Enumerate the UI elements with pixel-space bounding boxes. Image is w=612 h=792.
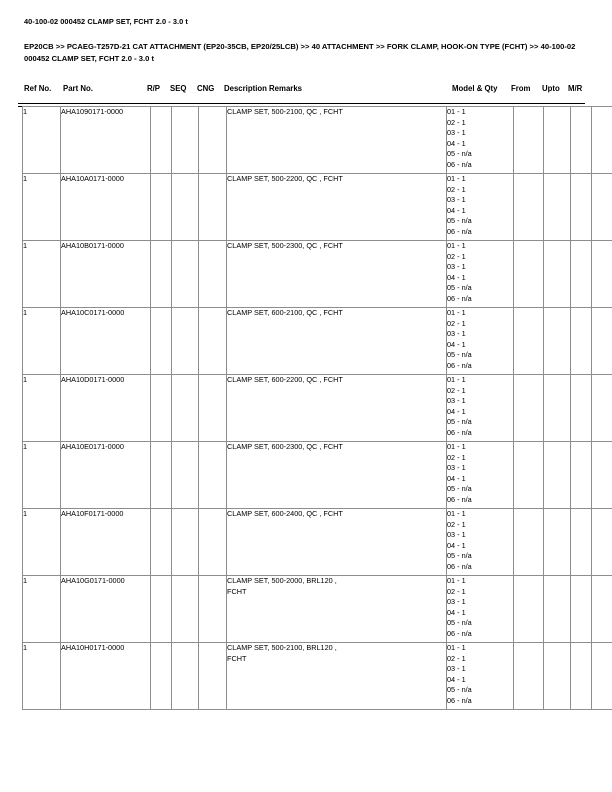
cell-upto bbox=[544, 308, 571, 375]
model-qty-line: 01 - 1 bbox=[447, 375, 466, 384]
cell-cng bbox=[199, 442, 227, 509]
cell-description bbox=[227, 442, 447, 509]
cell-mr bbox=[571, 509, 592, 576]
cell-from bbox=[514, 174, 544, 241]
cell-seq bbox=[172, 174, 199, 241]
model-qty-line: 04 - 1 bbox=[447, 406, 466, 416]
description-line: CLAMP SET, 500-2000, BRL120 , bbox=[227, 576, 337, 585]
model-qty-line: 03 - 1 bbox=[447, 463, 466, 473]
cell-part-no: AHA10D0171-0000 bbox=[61, 375, 151, 442]
model-qty-line: 01 - 1 bbox=[447, 241, 466, 250]
table-row[interactable] bbox=[23, 241, 612, 308]
breadcrumb: EP20CB >> PCAEG-T257D-21 CAT ATTACHMENT (EP20-35CB, EP20/25LCB) >> 40 ATTACHMENT >> FORK CLAMP, HOOK-ON TYPE (FCHT) >> 40-100-02 000452 CLAMP SET, FCHT 2.0 - 3.0 t bbox=[24, 42, 576, 63]
parts-table-body bbox=[23, 107, 612, 710]
cell-mr bbox=[571, 308, 592, 375]
cell-from bbox=[514, 643, 544, 710]
model-qty-line: 06 - n/a bbox=[447, 628, 472, 638]
cell-seq bbox=[172, 509, 199, 576]
cell-ref-no: 1 bbox=[23, 509, 61, 576]
model-qty-line: 05 - n/a bbox=[447, 417, 472, 427]
cell-upto bbox=[544, 375, 571, 442]
cell-cng bbox=[199, 509, 227, 576]
cell-mr bbox=[571, 174, 592, 241]
model-qty-line: 05 - n/a bbox=[447, 216, 472, 226]
model-qty-line: 02 - 1 bbox=[447, 318, 466, 328]
model-qty-line: 03 - 1 bbox=[447, 329, 466, 339]
description-line: CLAMP SET, 600-2100, QC , FCHT bbox=[227, 308, 343, 317]
cell-ref-no: 1 bbox=[23, 241, 61, 308]
model-qty-line: 06 - n/a bbox=[447, 360, 472, 370]
cell-ref-no: 1 bbox=[23, 174, 61, 241]
parts-table bbox=[22, 106, 612, 710]
cell-model-qty bbox=[447, 241, 514, 308]
cell-cng bbox=[199, 308, 227, 375]
column-header-part-no: Part No. bbox=[63, 84, 93, 93]
model-qty-line: 06 - n/a bbox=[447, 494, 472, 504]
cell-rp bbox=[151, 375, 172, 442]
cell-spacer bbox=[592, 576, 612, 643]
cell-part-no: AHA10B0171-0000 bbox=[61, 241, 151, 308]
cell-seq bbox=[172, 308, 199, 375]
model-qty-line: 04 - 1 bbox=[447, 339, 466, 349]
cell-seq bbox=[172, 643, 199, 710]
cell-upto bbox=[544, 241, 571, 308]
model-qty-line: 02 - 1 bbox=[447, 251, 466, 261]
cell-cng bbox=[199, 576, 227, 643]
column-header-mr: M/R bbox=[568, 84, 583, 93]
model-qty-line: 05 - n/a bbox=[447, 618, 472, 628]
cell-description bbox=[227, 174, 447, 241]
cell-mr bbox=[571, 442, 592, 509]
cell-ref-no: 1 bbox=[23, 308, 61, 375]
table-column-headers bbox=[0, 84, 612, 103]
cell-rp bbox=[151, 174, 172, 241]
model-qty-line: 06 - n/a bbox=[447, 293, 472, 303]
cell-description bbox=[227, 308, 447, 375]
model-qty-line: 03 - 1 bbox=[447, 262, 466, 272]
cell-part-no: AHA10H0171-0000 bbox=[61, 643, 151, 710]
description-line: CLAMP SET, 600-2200, QC , FCHT bbox=[227, 375, 343, 384]
description-line: FCHT bbox=[227, 653, 247, 663]
cell-upto bbox=[544, 174, 571, 241]
model-qty-line: 01 - 1 bbox=[447, 509, 466, 518]
cell-cng bbox=[199, 643, 227, 710]
cell-spacer bbox=[592, 174, 612, 241]
model-qty-line: 03 - 1 bbox=[447, 396, 466, 406]
cell-part-no: AHA10E0171-0000 bbox=[61, 442, 151, 509]
cell-upto bbox=[544, 509, 571, 576]
model-qty-line: 05 - n/a bbox=[447, 283, 472, 293]
cell-mr bbox=[571, 375, 592, 442]
cell-mr bbox=[571, 241, 592, 308]
model-qty-line: 01 - 1 bbox=[447, 107, 466, 116]
cell-rp bbox=[151, 107, 172, 174]
cell-mr bbox=[571, 576, 592, 643]
column-header-cng: CNG bbox=[197, 84, 215, 93]
model-qty-line: 03 - 1 bbox=[447, 597, 466, 607]
model-qty-line: 02 - 1 bbox=[447, 117, 466, 127]
model-qty-line: 05 - n/a bbox=[447, 484, 472, 494]
model-qty-line: 04 - 1 bbox=[447, 272, 466, 282]
model-qty-line: 04 - 1 bbox=[447, 607, 466, 617]
cell-rp bbox=[151, 442, 172, 509]
cell-rp bbox=[151, 509, 172, 576]
cell-seq bbox=[172, 576, 199, 643]
cell-part-no: AHA10A0171-0000 bbox=[61, 174, 151, 241]
model-qty-line: 06 - n/a bbox=[447, 561, 472, 571]
cell-part-no: AHA1090171-0000 bbox=[61, 107, 151, 174]
cell-model-qty bbox=[447, 107, 514, 174]
model-qty-line: 03 - 1 bbox=[447, 195, 466, 205]
cell-from bbox=[514, 308, 544, 375]
model-qty-line: 01 - 1 bbox=[447, 308, 466, 317]
cell-description bbox=[227, 107, 447, 174]
model-qty-line: 02 - 1 bbox=[447, 184, 466, 194]
cell-upto bbox=[544, 643, 571, 710]
cell-seq bbox=[172, 107, 199, 174]
cell-model-qty bbox=[447, 174, 514, 241]
model-qty-line: 06 - n/a bbox=[447, 695, 472, 705]
cell-seq bbox=[172, 241, 199, 308]
cell-spacer bbox=[592, 442, 612, 509]
cell-spacer bbox=[592, 107, 612, 174]
model-qty-line: 02 - 1 bbox=[447, 452, 466, 462]
cell-from bbox=[514, 576, 544, 643]
column-header-ref-no: Ref No. bbox=[24, 84, 52, 93]
column-header-model-qty: Model & Qty bbox=[452, 84, 498, 93]
model-qty-line: 02 - 1 bbox=[447, 385, 466, 395]
description-line: FCHT bbox=[227, 586, 247, 596]
cell-from bbox=[514, 509, 544, 576]
cell-description bbox=[227, 509, 447, 576]
model-qty-line: 05 - n/a bbox=[447, 350, 472, 360]
description-line: CLAMP SET, 600-2300, QC , FCHT bbox=[227, 442, 343, 451]
cell-from bbox=[514, 241, 544, 308]
model-qty-line: 06 - n/a bbox=[447, 427, 472, 437]
table-row[interactable] bbox=[23, 375, 612, 442]
cell-rp bbox=[151, 241, 172, 308]
model-qty-line: 04 - 1 bbox=[447, 138, 466, 148]
cell-description bbox=[227, 576, 447, 643]
cell-cng bbox=[199, 107, 227, 174]
table-row[interactable] bbox=[23, 442, 612, 509]
cell-mr bbox=[571, 643, 592, 710]
model-qty-line: 03 - 1 bbox=[447, 530, 466, 540]
column-header-rp: R/P bbox=[147, 84, 160, 93]
cell-seq bbox=[172, 375, 199, 442]
cell-part-no: AHA10G0171-0000 bbox=[61, 576, 151, 643]
cell-spacer bbox=[592, 308, 612, 375]
cell-cng bbox=[199, 241, 227, 308]
model-qty-line: 02 - 1 bbox=[447, 586, 466, 596]
table-row[interactable] bbox=[23, 174, 612, 241]
cell-model-qty bbox=[447, 442, 514, 509]
table-row[interactable] bbox=[23, 643, 612, 710]
model-qty-line: 06 - n/a bbox=[447, 159, 472, 169]
cell-description bbox=[227, 643, 447, 710]
cell-model-qty bbox=[447, 576, 514, 643]
cell-ref-no: 1 bbox=[23, 375, 61, 442]
model-qty-line: 04 - 1 bbox=[447, 473, 466, 483]
cell-upto bbox=[544, 576, 571, 643]
cell-rp bbox=[151, 308, 172, 375]
page-title: 40-100-02 000452 CLAMP SET, FCHT 2.0 - 3.0 t bbox=[24, 17, 188, 26]
cell-upto bbox=[544, 107, 571, 174]
table-row[interactable] bbox=[23, 308, 612, 375]
model-qty-line: 01 - 1 bbox=[447, 576, 466, 585]
column-header-from: From bbox=[511, 84, 531, 93]
cell-rp bbox=[151, 576, 172, 643]
column-header-description: Description Remarks bbox=[224, 84, 302, 93]
model-qty-line: 01 - 1 bbox=[447, 643, 466, 652]
cell-part-no: AHA10C0171-0000 bbox=[61, 308, 151, 375]
table-row[interactable] bbox=[23, 576, 612, 643]
cell-upto bbox=[544, 442, 571, 509]
model-qty-line: 01 - 1 bbox=[447, 174, 466, 183]
description-line: CLAMP SET, 500-2200, QC , FCHT bbox=[227, 174, 343, 183]
cell-model-qty bbox=[447, 509, 514, 576]
column-header-upto: Upto bbox=[542, 84, 560, 93]
description-line: CLAMP SET, 600-2400, QC , FCHT bbox=[227, 509, 343, 518]
cell-rp bbox=[151, 643, 172, 710]
cell-seq bbox=[172, 442, 199, 509]
cell-model-qty bbox=[447, 643, 514, 710]
model-qty-line: 05 - n/a bbox=[447, 551, 472, 561]
cell-ref-no: 1 bbox=[23, 643, 61, 710]
description-line: CLAMP SET, 500-2100, BRL120 , bbox=[227, 643, 337, 652]
model-qty-line: 04 - 1 bbox=[447, 205, 466, 215]
model-qty-line: 05 - n/a bbox=[447, 149, 472, 159]
model-qty-line: 04 - 1 bbox=[447, 540, 466, 550]
cell-spacer bbox=[592, 509, 612, 576]
model-qty-line: 02 - 1 bbox=[447, 653, 466, 663]
cell-ref-no: 1 bbox=[23, 576, 61, 643]
table-row[interactable] bbox=[23, 509, 612, 576]
model-qty-line: 03 - 1 bbox=[447, 664, 466, 674]
cell-spacer bbox=[592, 241, 612, 308]
model-qty-line: 06 - n/a bbox=[447, 226, 472, 236]
model-qty-line: 03 - 1 bbox=[447, 128, 466, 138]
model-qty-line: 01 - 1 bbox=[447, 442, 466, 451]
cell-description bbox=[227, 375, 447, 442]
cell-part-no: AHA10F0171-0000 bbox=[61, 509, 151, 576]
cell-cng bbox=[199, 375, 227, 442]
cell-spacer bbox=[592, 643, 612, 710]
model-qty-line: 04 - 1 bbox=[447, 674, 466, 684]
cell-ref-no: 1 bbox=[23, 107, 61, 174]
cell-from bbox=[514, 442, 544, 509]
column-header-seq: SEQ bbox=[170, 84, 187, 93]
description-line: CLAMP SET, 500-2300, QC , FCHT bbox=[227, 241, 343, 250]
cell-model-qty bbox=[447, 308, 514, 375]
cell-spacer bbox=[592, 375, 612, 442]
description-line: CLAMP SET, 500-2100, QC , FCHT bbox=[227, 107, 343, 116]
cell-model-qty bbox=[447, 375, 514, 442]
model-qty-line: 05 - n/a bbox=[447, 685, 472, 695]
header-rule-top bbox=[18, 103, 585, 104]
cell-cng bbox=[199, 174, 227, 241]
parts-table-container bbox=[0, 84, 612, 705]
cell-mr bbox=[571, 107, 592, 174]
cell-from bbox=[514, 107, 544, 174]
cell-description bbox=[227, 241, 447, 308]
cell-from bbox=[514, 375, 544, 442]
table-row[interactable] bbox=[23, 107, 612, 174]
cell-ref-no: 1 bbox=[23, 442, 61, 509]
model-qty-line: 02 - 1 bbox=[447, 519, 466, 529]
